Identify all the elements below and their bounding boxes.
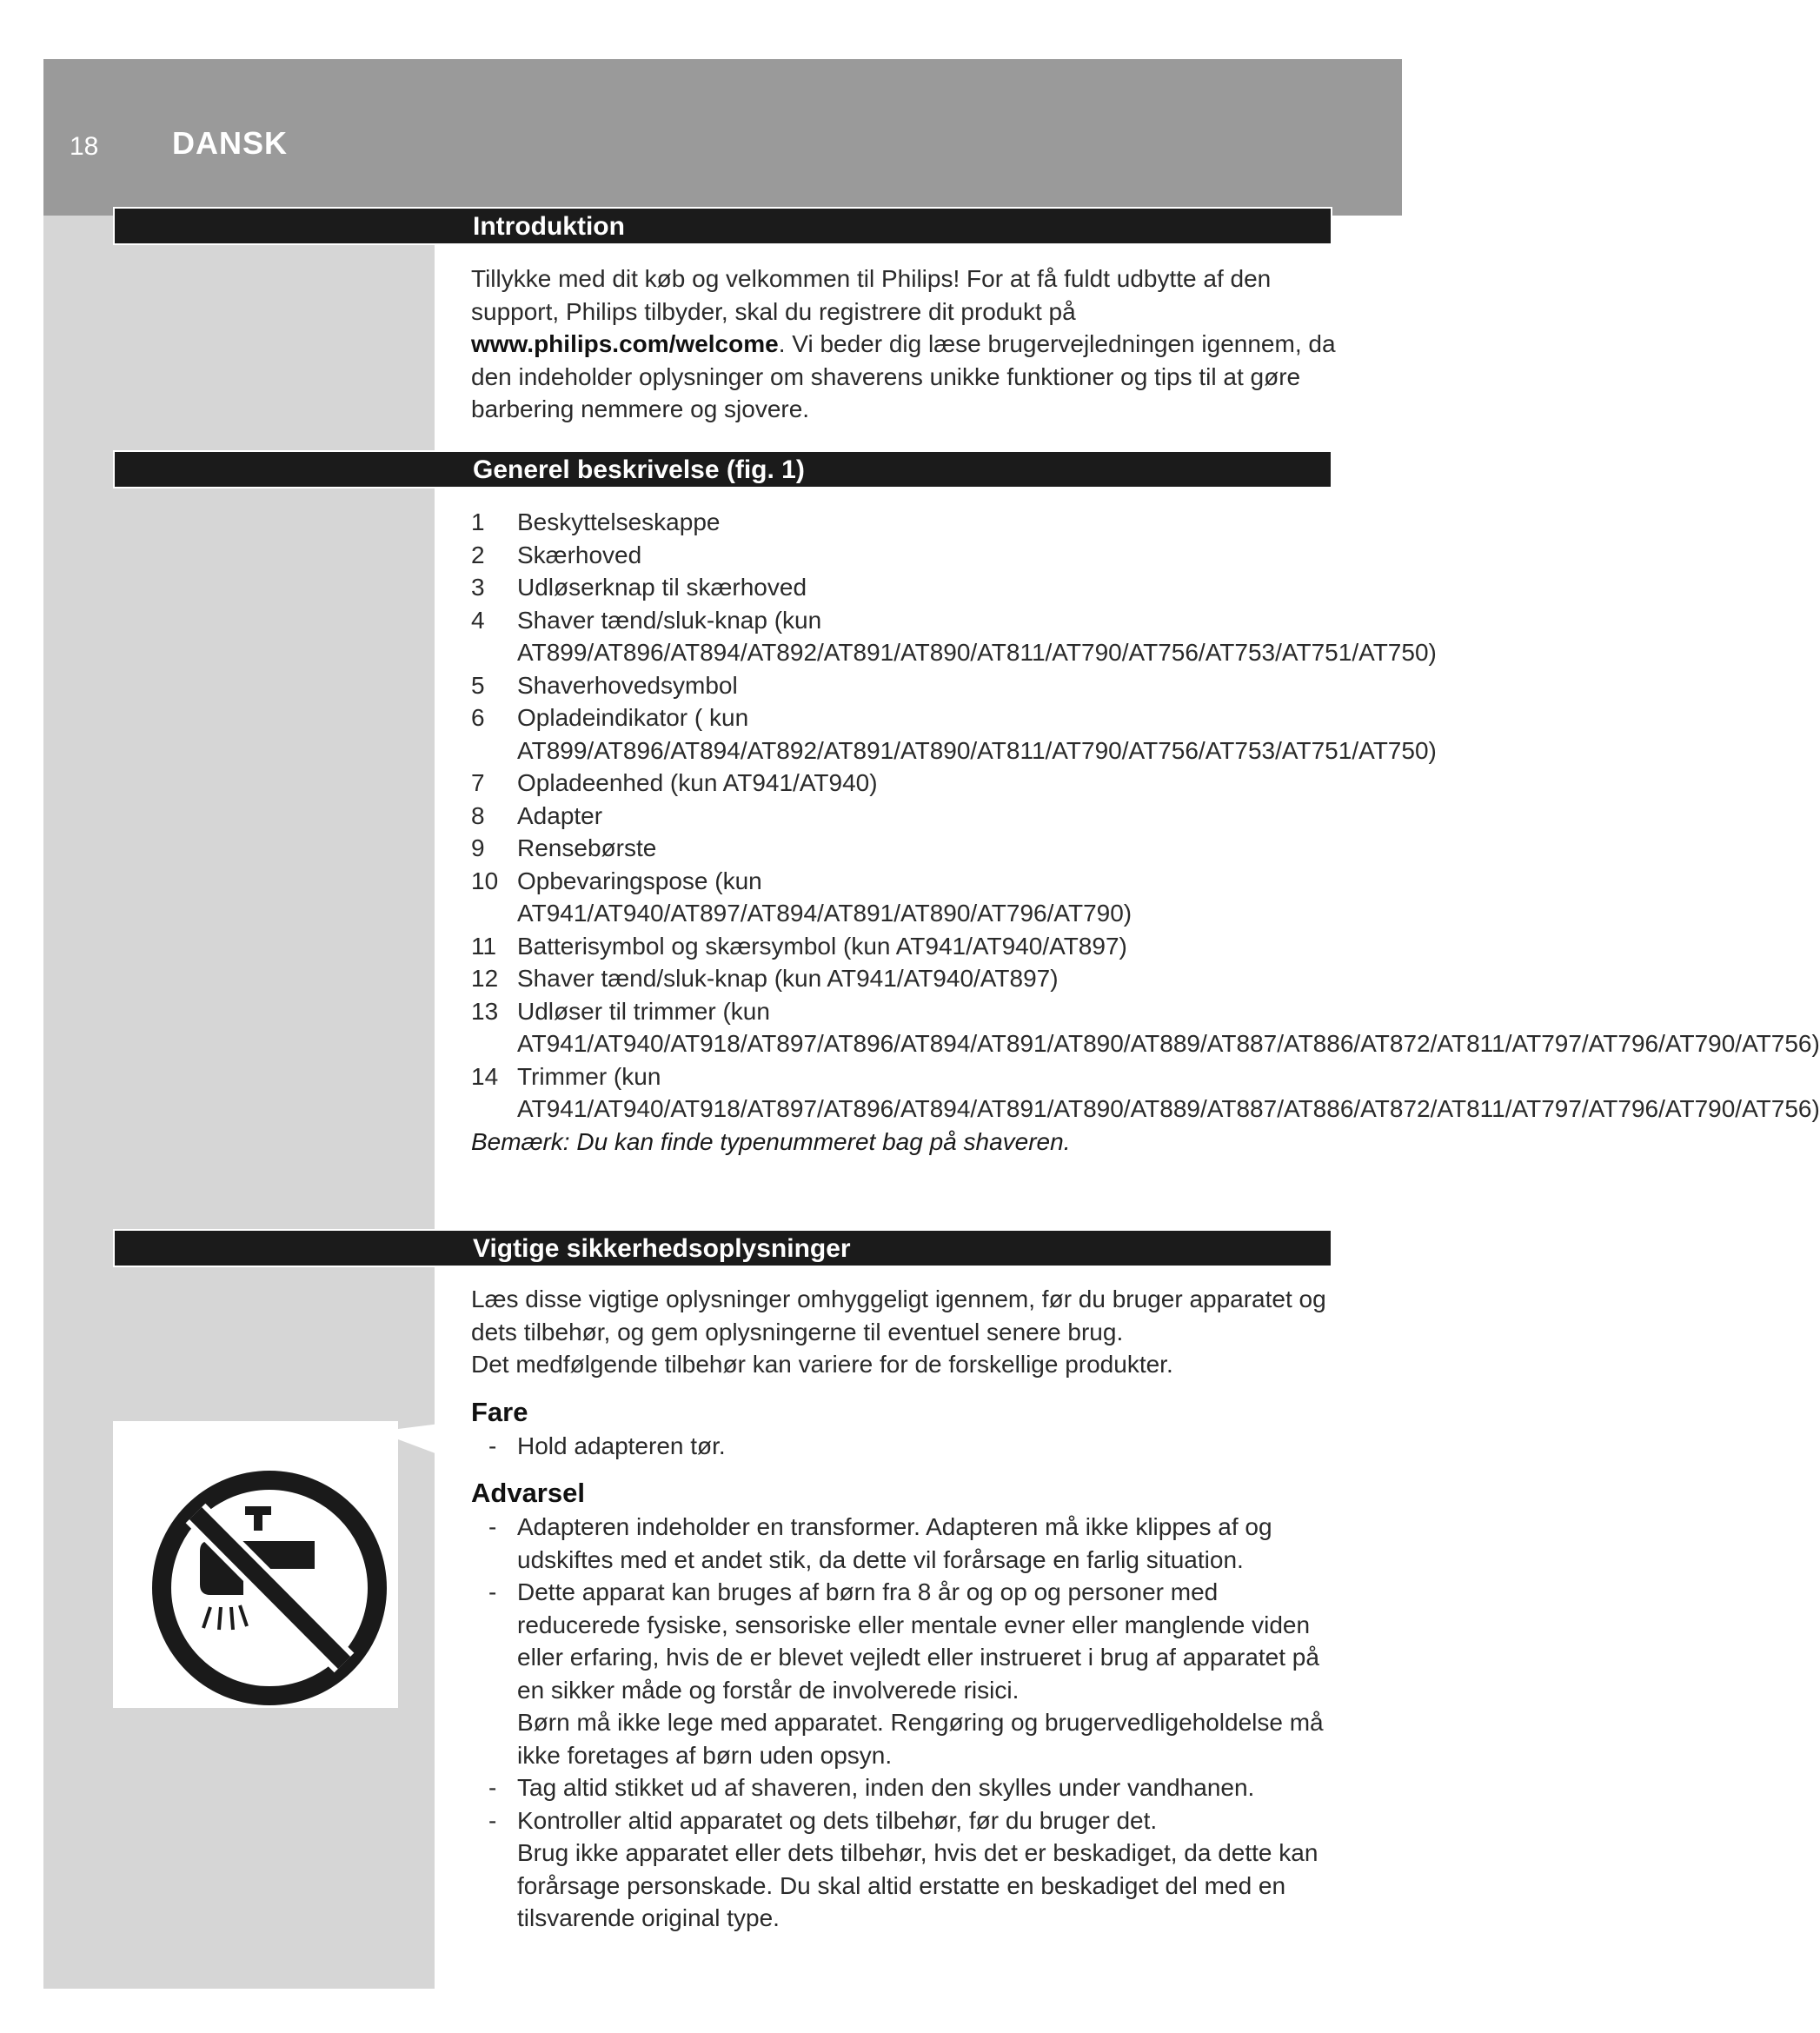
warning-item-extra: Børn må ikke lege med apparatet. Rengøring og brugervedligeholdelse må ikke foretages af børn uden opsyn. xyxy=(517,1709,1324,1769)
section-title-general: Generel beskrivelse (fig. 1) xyxy=(473,455,805,484)
parts-list-number: 10 xyxy=(471,867,499,894)
parts-list-number: 14 xyxy=(471,1062,499,1090)
parts-list-number: 4 xyxy=(471,606,485,634)
warning-item xyxy=(471,1804,1340,1935)
parts-list-item xyxy=(471,701,1437,767)
registration-link[interactable]: www.philips.com/welcome xyxy=(471,330,779,357)
parts-list-text: Rensebørste xyxy=(517,834,657,861)
intro-paragraph xyxy=(471,262,1340,426)
parts-list-number: 2 xyxy=(471,541,485,568)
language-title: DANSK xyxy=(172,125,289,161)
warning-item-extra: Brug ikke apparatet eller dets tilbehør, hvis det er beskadiget, da dette kan forårsage personskade. Du skal altid erstatte en beskadiget del med en tilsvarende original type. xyxy=(517,1839,1319,1931)
intro-text-b: . Vi beder dig læse brugervejledningen igennem, da den indeholder oplysninger om shaverens unikke funktioner og tips til at gøre barbering nemmere og sjovere. xyxy=(471,330,1336,422)
parts-list-text: Shaver tænd/sluk-knap (kun AT941/AT940/AT897) xyxy=(517,965,1059,992)
warning-item-text: Kontroller altid apparatet og dets tilbehør, før du bruger det. xyxy=(517,1806,1158,1834)
safety-intro-2: Det medfølgende tilbehør kan variere for de forskellige produkter. xyxy=(471,1351,1173,1378)
danger-item xyxy=(471,1430,1340,1463)
section-title-intro: Introduktion xyxy=(473,212,625,241)
parts-list-number: 3 xyxy=(471,574,485,601)
parts-list-number: 7 xyxy=(471,769,485,796)
parts-list-item xyxy=(471,832,1340,865)
parts-list-text: Opladeenhed (kun AT941/AT940) xyxy=(517,769,878,796)
parts-list-text: Trimmer (kun AT941/AT940/AT918/AT897/AT896/AT894/AT891/AT890/AT889/AT887/AT886/AT872/AT811/AT797/AT796/AT790/AT756) xyxy=(517,1062,1820,1122)
general-description xyxy=(471,506,1820,1158)
parts-list-item xyxy=(471,767,1340,800)
parts-list-number: 6 xyxy=(471,704,485,731)
section-bar-general xyxy=(113,450,1332,488)
warning-heading: Advarsel xyxy=(471,1478,585,1508)
bullet-dash: - xyxy=(488,1806,497,1834)
parts-list-item xyxy=(471,604,1437,669)
parts-list-text: Shaverhovedsymbol xyxy=(517,671,738,699)
parts-list-item xyxy=(471,865,1340,930)
parts-list-text: Batterisymbol og skærsymbol (kun AT941/AT940/AT897) xyxy=(517,932,1127,960)
warning-list xyxy=(471,1511,1340,1935)
warning-item xyxy=(471,1511,1340,1576)
safety-intro-1: Læs disse vigtige oplysninger omhyggeligt igennem, før du bruger apparatet og dets tilbehør, og gem oplysningerne til eventuel senere brug. xyxy=(471,1286,1326,1345)
parts-list-item xyxy=(471,539,1340,572)
danger-list xyxy=(471,1430,1340,1463)
parts-list-text: Skærhoved xyxy=(517,541,642,568)
parts-list-item xyxy=(471,930,1340,963)
parts-list-text: Beskyttelseskappe xyxy=(517,508,721,535)
parts-list-item xyxy=(471,962,1340,995)
bullet-dash: - xyxy=(488,1578,497,1605)
parts-list-number: 13 xyxy=(471,997,499,1025)
parts-list-text: Opladeindikator ( kun AT899/AT896/AT894/AT892/AT891/AT890/AT811/AT790/AT756/AT753/AT751/AT750) xyxy=(517,704,1437,764)
safety-section xyxy=(471,1283,1340,1935)
intro-text-a: Tillykke med dit køb og velkommen til Philips! For at få fuldt udbytte af den support, Philips tilbyder, skal du registrere dit produkt på xyxy=(471,265,1272,325)
parts-list-item xyxy=(471,1060,1820,1126)
parts-list-number: 8 xyxy=(471,801,485,829)
parts-list-item xyxy=(471,995,1820,1060)
danger-heading: Fare xyxy=(471,1396,528,1427)
page-number: 18 xyxy=(70,132,99,161)
parts-list-item xyxy=(471,506,1340,539)
bullet-dash: - xyxy=(488,1774,497,1801)
parts-list-number: 11 xyxy=(471,932,497,960)
parts-list-item xyxy=(471,669,1340,702)
bullet-dash: - xyxy=(488,1513,497,1540)
warning-item-text: Adapteren indeholder en transformer. Adapteren må ikke klippes af og udskiftes med et andet stik, da dette vil forårsage en farlig situation. xyxy=(517,1513,1272,1573)
safety-icon-box xyxy=(113,1421,398,1708)
parts-list-item xyxy=(471,800,1340,833)
section-title-safety: Vigtige sikkerhedsoplysninger xyxy=(473,1234,851,1263)
warning-item-text: Dette apparat kan bruges af børn fra 8 år og op og personer med reducerede fysiske, sensoriske eller mentale evner eller manglende viden eller erfaring, hvis de er blevet vejledt eller instrueret i brug af apparatet på en sikker måde og forstår de involverede risici. xyxy=(517,1578,1319,1704)
parts-list-text: Shaver tænd/sluk-knap (kun AT899/AT896/AT894/AT892/AT891/AT890/AT811/AT790/AT756/AT753/AT751/AT750) xyxy=(517,606,1437,666)
parts-list-number: 9 xyxy=(471,834,485,861)
parts-list-text: Opbevaringspose (kun AT941/AT940/AT897/AT894/AT891/AT890/AT796/AT790) xyxy=(517,867,1133,927)
parts-list-text: Udløser til trimmer (kun AT941/AT940/AT918/AT897/AT896/AT894/AT891/AT890/AT889/AT887/AT886/AT872/AT811/AT797/AT796/AT790/AT756) xyxy=(517,997,1820,1057)
parts-list-item xyxy=(471,571,1340,604)
bullet-dash: - xyxy=(488,1432,497,1459)
parts-list-number: 12 xyxy=(471,965,499,992)
danger-item-text: Hold adapteren tør. xyxy=(517,1432,726,1459)
warning-item-text: Tag altid stikket ud af shaveren, inden den skylles under vandhanen. xyxy=(517,1774,1255,1801)
callout-pointer xyxy=(398,1424,440,1455)
warning-item xyxy=(471,1576,1340,1771)
parts-list-number: 1 xyxy=(471,508,485,535)
section-bar-safety xyxy=(113,1229,1332,1267)
warning-item xyxy=(471,1771,1340,1804)
parts-list-text: Udløserknap til skærhoved xyxy=(517,574,807,601)
parts-list-number: 5 xyxy=(471,671,485,699)
parts-list-text: Adapter xyxy=(517,801,603,829)
model-note: Bemærk: Du kan finde typenummeret bag på shaveren. xyxy=(471,1127,1071,1155)
no-water-tap-icon xyxy=(113,1421,398,1708)
section-bar-intro xyxy=(113,207,1332,245)
parts-list xyxy=(471,506,1820,1126)
